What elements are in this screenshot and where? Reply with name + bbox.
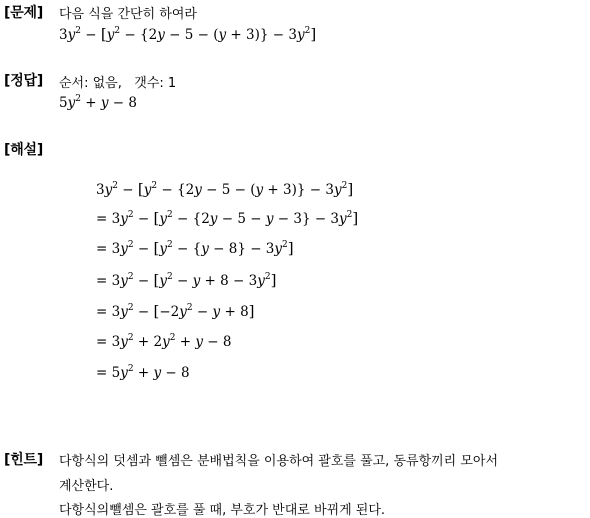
- explanation-step-3: = $3y^2 - [y^2 - \{y - 8\} - 3y^2]$: [96, 239, 294, 257]
- hint-line-2: 계산한다.: [59, 479, 114, 494]
- explanation-label: [해설]: [4, 142, 44, 158]
- explanation-step-7: = $5y^2 + y - 8$: [96, 364, 190, 381]
- answer-expression: $5y^2 + y - 8$: [59, 94, 137, 111]
- problem-instruction: 다음 식을 간단히 하여라: [59, 7, 197, 22]
- hint-line-1: 다항식의 덧셈과 뺄셈은 분배법칙을 이용하여 괄호를 풀고, 동류항끼리 모아서: [59, 454, 499, 469]
- problem-label: [문제]: [4, 5, 44, 21]
- explanation-step-2: = $3y^2 - [y^2 - \{2y - 5 - y - 3\} - 3y^2]$: [96, 209, 359, 227]
- hint-label: [힌트]: [4, 452, 44, 468]
- problem-expression: $3y^2 - [y^2 - \{2y - 5 - (y + 3)\} - 3y^2]$: [59, 25, 317, 43]
- hint-line-3: 다항식의뺄셈은 괄호를 풀 때, 부호가 반대로 바뀌게 된다.: [59, 503, 386, 518]
- explanation-step-4: = $3y^2 - [y^2 - y + 8 - 3y^2]$: [96, 271, 277, 289]
- answer-label: [정답]: [4, 73, 44, 89]
- explanation-step-1: $3y^2 - [y^2 - \{2y - 5 - (y + 3)\} - 3y^2]$: [96, 180, 354, 198]
- answer-text: 순서: 없음, 갯수: 1: [59, 76, 177, 91]
- explanation-step-6: = $3y^2 + 2y^2 + y - 8$: [96, 333, 232, 350]
- explanation-step-5: = $3y^2 - [-2y^2 - y + 8]$: [96, 302, 255, 320]
